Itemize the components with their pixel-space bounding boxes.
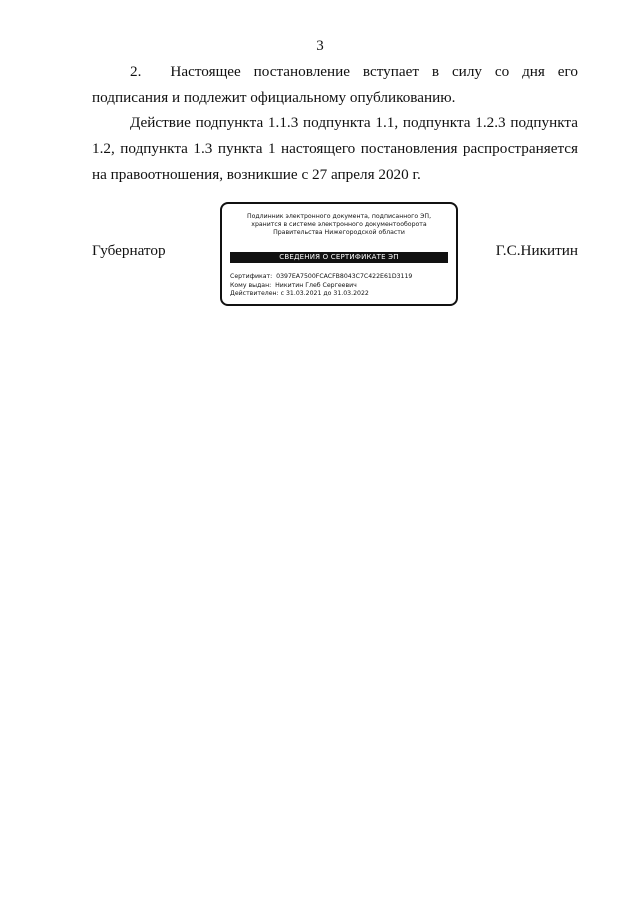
paragraph-number: 2.	[130, 63, 142, 80]
stamp-details	[230, 273, 450, 299]
signer-title: Губернатор	[92, 242, 166, 259]
stamp-header-line: Подлинник электронного документа, подписанного ЭП,	[246, 213, 432, 220]
validity-row	[230, 290, 450, 299]
issued-to-value: Никитин Глеб Сергеевич	[275, 281, 357, 289]
validity-value: с 31.03.2021 до 31.03.2022	[280, 290, 369, 297]
paragraph-effective-date	[92, 59, 578, 111]
paragraph-2-line-1: Действие подпункта 1.1.3 подпункта 1.1, подпункта 1.2.3 подпункта	[130, 114, 578, 131]
electronic-signature-stamp	[220, 202, 458, 306]
paragraph-1-line-2: подписания и подлежит официальному опубликованию.	[92, 89, 456, 106]
paragraph-2-line-2: 1.2, подпункта 1.3 пункта 1 настоящего постановления распространяется	[92, 140, 578, 157]
paragraph-retroactive-scope	[92, 110, 578, 188]
certificate-row	[230, 273, 450, 282]
validity-label: Действителен:	[230, 290, 279, 297]
signer-name: Г.С.Никитин	[495, 242, 578, 259]
page-number: 3	[316, 38, 324, 54]
paragraph-1-line-1	[92, 59, 578, 85]
issued-to-row	[230, 282, 450, 291]
stamp-header	[226, 213, 452, 237]
paragraph-1-text: Настоящее постановление вступает в силу со дня его	[170, 63, 578, 80]
stamp-header-line: хранится в системе электронного документооборота	[251, 221, 427, 228]
certificate-label: Сертификат:	[230, 273, 273, 280]
stamp-header-line: Правительства Нижегородской области	[273, 229, 405, 236]
paragraph-2-line-3: на правоотношения, возникшие с 27 апреля 2020 г.	[92, 166, 421, 183]
issued-to-label: Кому выдан:	[230, 281, 272, 289]
certificate-value: 0397EA7500FCACFB8043C7C422E61D3119	[276, 273, 413, 280]
stamp-banner: СВЕДЕНИЯ О СЕРТИФИКАТЕ ЭП	[230, 252, 448, 263]
